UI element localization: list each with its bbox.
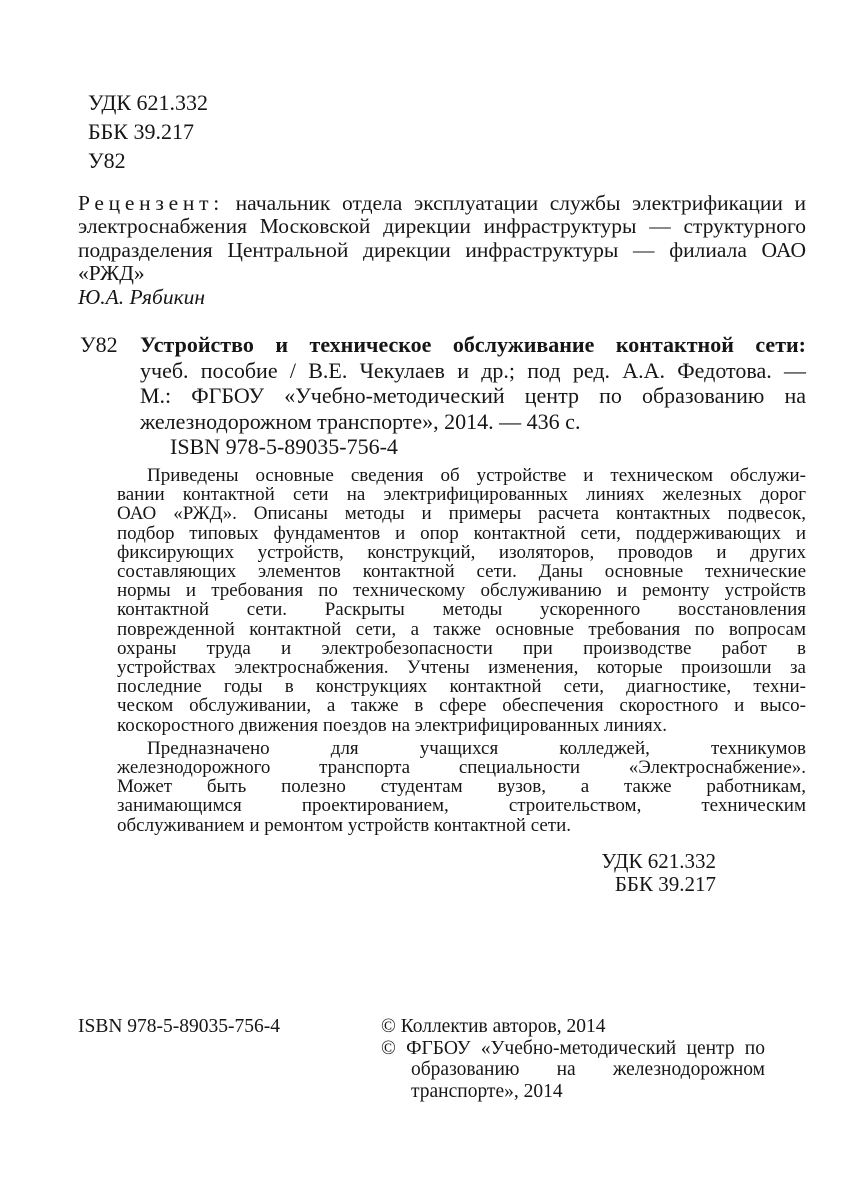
reviewer-line xyxy=(78,192,806,215)
annotation-line: последние годы в конструкциях контактной сети, диагностике, техни- xyxy=(117,676,806,698)
annotation-line: коскоростного движения поездов на электрифицированных линиях. xyxy=(117,714,667,736)
catalog-line: М.: ФГБОУ «Учебно-методический центр по образованию на xyxy=(140,383,806,409)
annotation-line: занимающимся проектированием, строительством, техническим xyxy=(117,795,806,817)
annotation-line: вании контактной сети на электрифицированных линиях железных дорог xyxy=(117,484,806,506)
bbk-code-right: ББК 39.217 xyxy=(614,871,716,896)
annotation-line: охраны труда и электробезопасности при производстве работ в xyxy=(117,637,806,659)
imprint-footer xyxy=(78,1016,806,1103)
annotation-line: фиксирующих устройств, конструкций, изоляторов, проводов и других xyxy=(117,541,806,563)
catalog-line: железнодорожном транспорте», 2014. — 436 с. xyxy=(140,408,581,434)
annotation-block xyxy=(117,466,806,835)
catalog-author-sign: У82 xyxy=(80,332,118,358)
copyright-authors: © Коллектив авторов, 2014 xyxy=(381,1015,606,1037)
reviewer-paragraph xyxy=(78,192,806,309)
udk-code: УДК 621.332 xyxy=(88,90,209,115)
book-title: Устройство и техническое обслуживание контактной сети: xyxy=(140,332,806,358)
page-content xyxy=(78,0,806,1103)
catalog-line: учеб. пособие / В.Е. Чекулаев и др.; под ред. А.А. Федотова. — xyxy=(140,357,806,383)
reviewer-label: Рецензент: xyxy=(78,191,224,215)
bbk-code: ББК 39.217 xyxy=(88,119,194,144)
annotation-line: железнодорожного транспорта специальности «Электроснабжение». xyxy=(117,757,806,779)
footer-isbn: ISBN 978-5-89035-756-4 xyxy=(78,1015,281,1037)
reviewer-line: подразделения Центральной дирекции инфраструктуры — филиала ОАО «РЖД» xyxy=(78,237,806,286)
copyright-publisher-line: © ФГБОУ «Учебно-методический центр по xyxy=(381,1037,765,1059)
annotation-line: обслуживанием и ремонтом устройств контактной сети. xyxy=(117,814,572,836)
annotation-line: нормы и требования по техническому обслуживанию и ремонту устройств xyxy=(117,580,806,602)
classification-codes xyxy=(78,88,806,175)
annotation-line: Приведены основные сведения об устройстве и техническом обслужи- xyxy=(147,465,806,486)
annotation-line: подбор типовых фундаментов и опор контактной сети, поддерживающих и xyxy=(117,522,806,544)
copyright-publisher-line: образованию на железнодорожном xyxy=(411,1059,765,1081)
classification-codes-right xyxy=(78,850,806,896)
annotation-line: устройствах электроснабжения. Учтены изменения, которые произошли за xyxy=(117,657,806,679)
copyright-publisher-line: транспорте», 2014 xyxy=(411,1081,563,1103)
reviewer-name: Ю.А. Рябикин xyxy=(78,284,206,309)
annotation-line: Может быть полезно студентам вузов, а также работникам, xyxy=(117,776,806,798)
annotation-paragraph-1 xyxy=(117,466,806,735)
annotation-line: составляющих элементов контактной сети. Даны основные технические xyxy=(117,561,806,583)
catalog-entry xyxy=(78,332,806,460)
isbn-number: ISBN 978-5-89035-756-4 xyxy=(170,434,398,460)
annotation-line: Предназначено для учащихся колледжей, техникумов xyxy=(147,737,806,759)
copyright-block xyxy=(381,1016,765,1103)
author-sign-code: У82 xyxy=(88,148,126,173)
annotation-line: поврежденной контактной сети, а также основные требования по вопросам xyxy=(117,618,806,640)
annotation-line: контактной сети. Раскрыты методы ускоренного восстановления xyxy=(117,599,806,621)
annotation-line: ОАО «РЖД». Описаны методы и примеры расчета контактных подвесок, xyxy=(117,503,806,525)
udk-code-right: УДК 621.332 xyxy=(601,848,716,873)
reviewer-line: электроснабжения Московской дирекции инфраструктуры — структурного xyxy=(78,214,806,239)
annotation-line: ческом обслуживании, а также в сфере обеспечения скоростного и высо- xyxy=(117,695,806,717)
reviewer-line-text: начальник отдела эксплуатации службы электрификации и xyxy=(235,191,807,215)
annotation-paragraph-2 xyxy=(117,739,806,835)
